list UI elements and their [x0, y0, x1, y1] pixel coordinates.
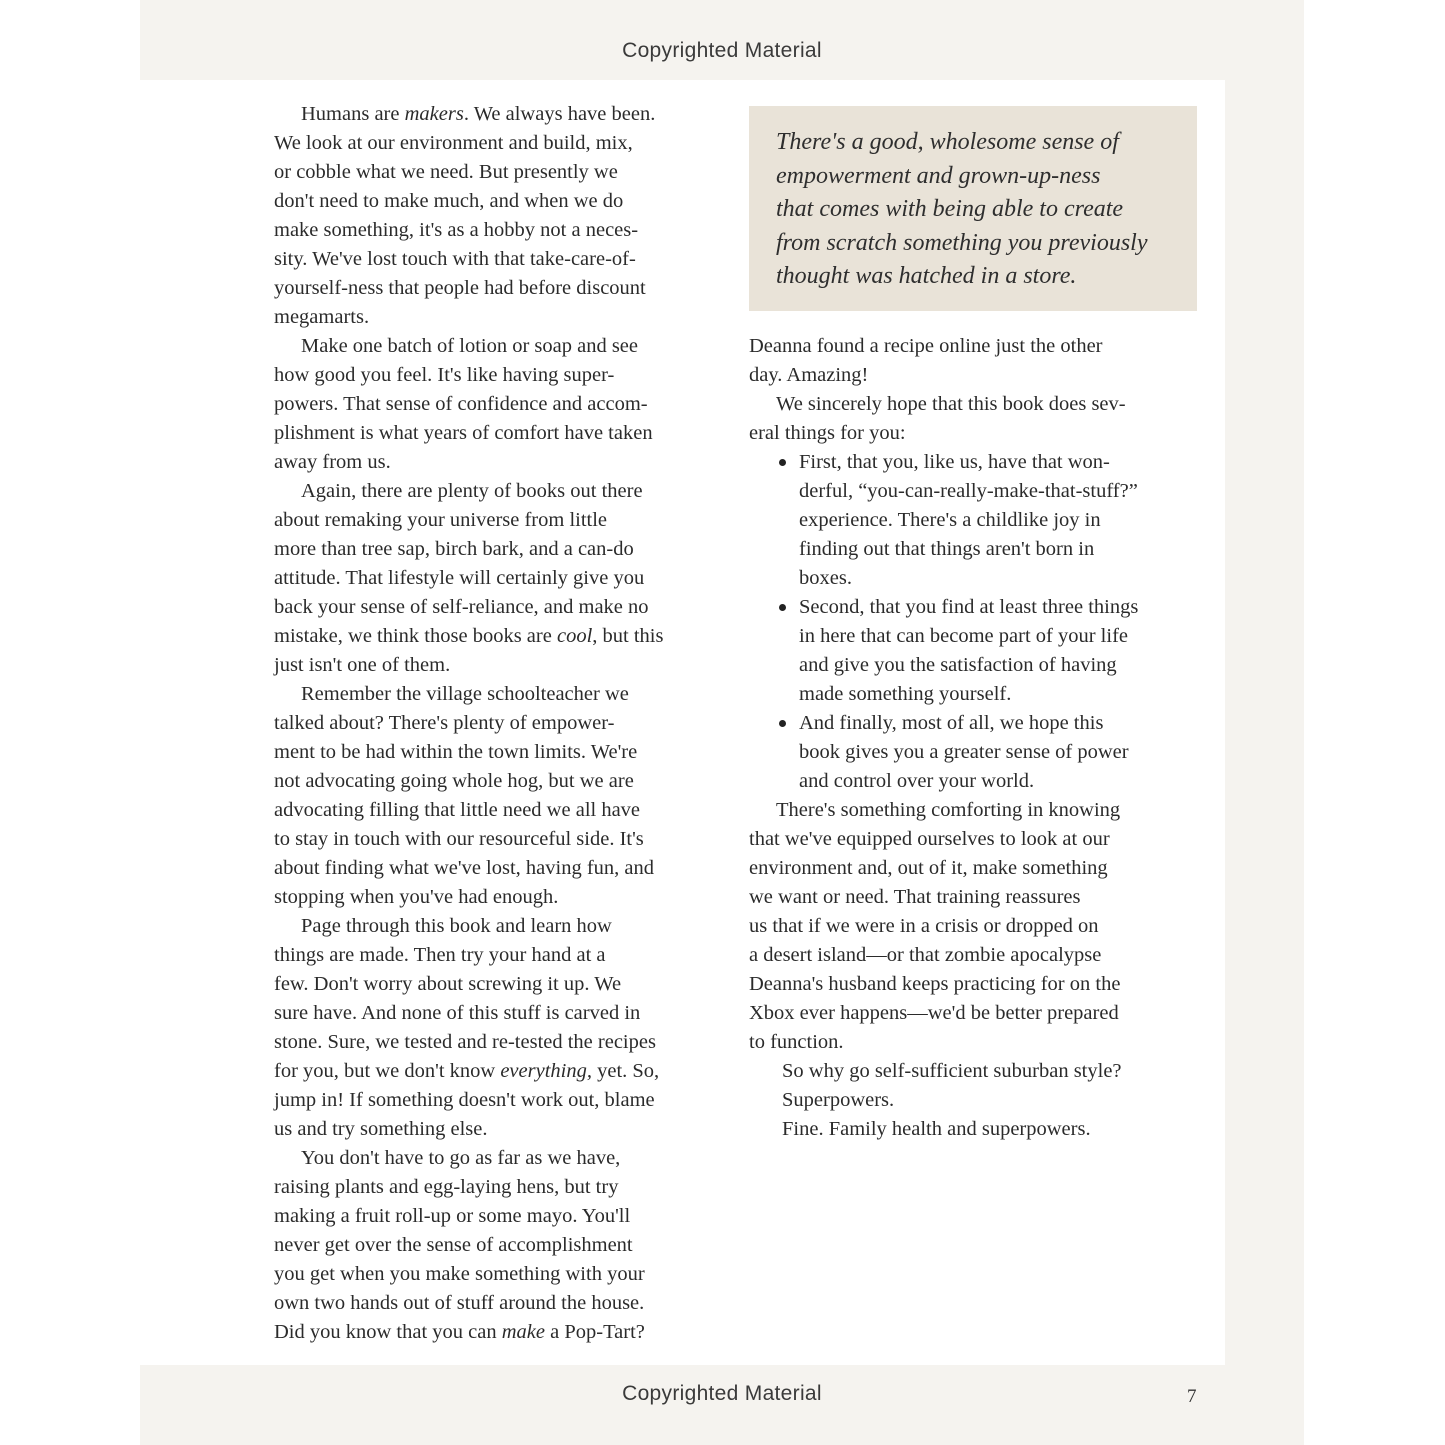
- pull-quote-line: There's a good, wholesome sense of: [776, 129, 1119, 155]
- text-line: powers. That sense of confidence and accom-: [274, 393, 648, 415]
- text-line: So why go self-sufficient suburban style?: [782, 1060, 1122, 1082]
- paragraph: [274, 477, 726, 680]
- paragraph: [274, 100, 726, 332]
- text-line: about remaking your universe from little: [274, 509, 608, 531]
- text-line: about finding what we've lost, having fun, and: [274, 857, 655, 879]
- text-line: a desert island—or that zombie apocalypse: [749, 944, 1102, 966]
- text-line: made something yourself.: [799, 683, 1012, 705]
- text-line: own two hands out of stuff around the house.: [274, 1292, 645, 1314]
- text-line: ment to be had within the town limits. We're: [274, 741, 638, 763]
- text-line: and control over your world.: [799, 770, 1035, 792]
- text-line: jump in! If something doesn't work out, blame: [274, 1089, 655, 1111]
- text-line: boxes.: [799, 567, 852, 589]
- footer-copyright: Copyrighted Material: [622, 1382, 822, 1405]
- text-line: few. Don't worry about screwing it up. We: [274, 973, 622, 995]
- text-line: Did you know that you can make a Pop-Tart?: [274, 1321, 645, 1343]
- text-line: that we've equipped ourselves to look at our: [749, 828, 1110, 850]
- text-line: Second, that you find at least three things: [749, 593, 1201, 622]
- text-line: away from us.: [274, 451, 391, 473]
- text-line: to stay in touch with our resourceful side. It's: [274, 828, 644, 850]
- text-line: don't need to make much, and when we do: [274, 190, 624, 212]
- text-line: us that if we were in a crisis or dropped on: [749, 915, 1099, 937]
- text-line: make something, it's as a hobby not a neces-: [274, 219, 639, 241]
- text-line: to function.: [749, 1031, 844, 1053]
- pull-quote-line: from scratch something you previously: [776, 229, 1148, 256]
- bullet-icon: [779, 604, 786, 611]
- left-column: [274, 100, 726, 1347]
- text-line: derful, “you-can-really-make-that-stuff?”: [799, 480, 1138, 502]
- closing-lines: [749, 1057, 1201, 1144]
- text-line: eral things for you:: [749, 422, 906, 444]
- text-line: book gives you a greater sense of power: [799, 741, 1129, 763]
- text-line: experience. There's a childlike joy in: [799, 509, 1101, 531]
- text-line: There's something comforting in knowing: [776, 799, 1121, 821]
- bullet-icon: [779, 459, 786, 466]
- text-line: things are made. Then try your hand at a: [274, 944, 606, 966]
- text-line: stone. Sure, we tested and re-tested the recipes: [274, 1031, 656, 1053]
- text-line: First, that you, like us, have that won-: [749, 448, 1201, 477]
- text-line: attitude. That lifestyle will certainly give you: [274, 567, 645, 589]
- text-line: yourself-ness that people had before discount: [274, 277, 646, 299]
- text-line: back your sense of self-reliance, and make no: [274, 596, 649, 618]
- paragraph: [274, 332, 726, 477]
- text-line: Remember the village schoolteacher we: [301, 683, 629, 705]
- text-line: sure have. And none of this stuff is carved in: [274, 1002, 641, 1024]
- paragraph: [749, 796, 1201, 1057]
- text-line: Again, there are plenty of books out there: [301, 480, 643, 502]
- text-line: Humans are makers. We always have been.: [301, 103, 656, 125]
- text-line: or cobble what we need. But presently we: [274, 161, 618, 183]
- text-line: more than tree sap, birch bark, and a can-do: [274, 538, 634, 560]
- text-line: never get over the sense of accomplishment: [274, 1234, 633, 1256]
- text-line: Deanna found a recipe online just the other: [749, 335, 1103, 357]
- list-item: [749, 709, 1201, 796]
- text-line: Page through this book and learn how: [301, 915, 612, 937]
- text-line: Make one batch of lotion or soap and see: [301, 335, 639, 357]
- text-line: Superpowers.: [782, 1089, 895, 1111]
- text-line: advocating filling that little need we all have: [274, 799, 641, 821]
- paragraph: [749, 390, 1201, 448]
- text-line: day. Amazing!: [749, 364, 869, 386]
- right-column: [749, 332, 1201, 1144]
- paragraph: [274, 680, 726, 912]
- pull-quote-line: that comes with being able to create: [776, 196, 1124, 222]
- text-line: And finally, most of all, we hope this: [749, 709, 1201, 738]
- text-line: not advocating going whole hog, but we are: [274, 770, 634, 792]
- bullet-list: [749, 448, 1201, 796]
- text-line: just isn't one of them.: [274, 654, 451, 676]
- list-item: [749, 593, 1201, 709]
- text-line: plishment is what years of comfort have taken: [274, 422, 653, 444]
- text-line: in here that can become part of your life: [799, 625, 1128, 647]
- text-line: finding out that things aren't born in: [799, 538, 1095, 560]
- list-item: [749, 448, 1201, 593]
- text-line: making a fruit roll-up or some mayo. You'll: [274, 1205, 631, 1227]
- paragraph: [749, 332, 1201, 390]
- text-line: mistake, we think those books are cool, but this: [274, 625, 664, 647]
- text-line: how good you feel. It's like having super-: [274, 364, 615, 386]
- text-line: We sincerely hope that this book does sev-: [776, 393, 1126, 415]
- bullet-icon: [779, 720, 786, 727]
- text-line: for you, but we don't know everything, yet. So,: [274, 1060, 660, 1082]
- text-line: you get when you make something with your: [274, 1263, 645, 1285]
- text-line: Deanna's husband keeps practicing for on the: [749, 973, 1121, 995]
- text-line: and give you the satisfaction of having: [799, 654, 1117, 676]
- text-line: talked about? There's plenty of empower-: [274, 712, 615, 734]
- text-line: us and try something else.: [274, 1118, 488, 1140]
- text-line: environment and, out of it, make something: [749, 857, 1108, 879]
- text-line: we want or need. That training reassures: [749, 886, 1081, 908]
- pull-quote-line: empowerment and grown-up-ness: [776, 162, 1101, 189]
- text-line: You don't have to go as far as we have,: [301, 1147, 621, 1169]
- text-line: sity. We've lost touch with that take-care-of-: [274, 248, 636, 270]
- text-line: megamarts.: [274, 306, 370, 328]
- text-line: stopping when you've had enough.: [274, 886, 559, 908]
- text-line: raising plants and egg-laying hens, but try: [274, 1176, 619, 1198]
- pull-quote-line: thought was hatched in a store.: [776, 263, 1077, 289]
- paragraph: [274, 912, 726, 1144]
- pull-quote: [749, 106, 1197, 311]
- header-copyright: Copyrighted Material: [622, 39, 822, 62]
- text-line: Fine. Family health and superpowers.: [782, 1118, 1091, 1140]
- text-line: We look at our environment and build, mix,: [274, 132, 633, 154]
- paragraph: [274, 1144, 726, 1347]
- text-line: Xbox ever happens—we'd be better prepared: [749, 1002, 1119, 1024]
- page-number: 7: [1187, 1386, 1197, 1407]
